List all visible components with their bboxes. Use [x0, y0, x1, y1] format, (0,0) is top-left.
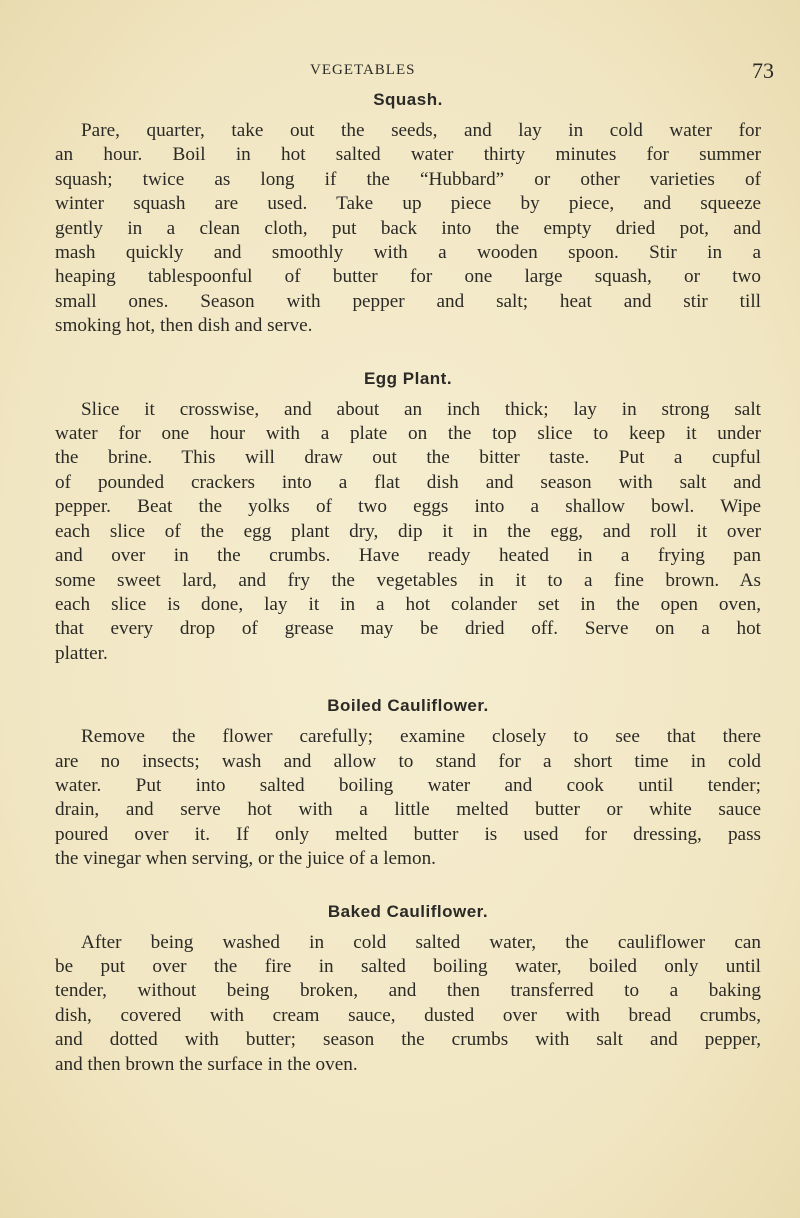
text-line: the vinegar when serving, or the juice of a lemon. [55, 848, 436, 870]
text-line: be put over the fire in salted boiling water, boiled only until [55, 955, 761, 977]
text-line: and dotted with butter; season the crumbs with salt and pepper, [55, 1029, 761, 1051]
recipe-section [55, 90, 761, 339]
text-line: winter squash are used. Take up piece by piece, and squeeze [55, 193, 761, 215]
recipe-heading: Baked Cauliflower. [327, 901, 489, 921]
text-line: the brine. This will draw out the bitter taste. Put a cupful [55, 447, 761, 469]
text-line: are no insects; wash and allow to stand for a short time in cold [55, 750, 761, 772]
recipe-section [55, 696, 761, 871]
text-line: small ones. Season with pepper and salt; heat and stir till [55, 290, 761, 312]
recipe-section [55, 902, 761, 1077]
text-line: each slice is done, lay it in a hot colander set in the open oven, [55, 593, 761, 615]
text-line: After being washed in cold salted water, the cauliflower can [81, 931, 761, 953]
text-line: heaping tablespoonful of butter for one large squash, or two [55, 266, 761, 288]
text-line: dish, covered with cream sauce, dusted over with bread crumbs, [55, 1004, 761, 1026]
text-line: platter. [55, 642, 108, 664]
running-title: VEGETABLES [310, 62, 416, 78]
text-line: that every drop of grease may be dried off. Serve on a hot [55, 618, 761, 640]
text-line: poured over it. If only melted butter is used for dressing, pass [55, 823, 761, 845]
recipe-section [55, 369, 761, 666]
text-line: Slice it crosswise, and about an inch thick; lay in strong salt [81, 398, 761, 420]
text-line: water. Put into salted boiling water and cook until tender; [55, 774, 761, 796]
text-line: an hour. Boil in hot salted water thirty minutes for summer [55, 144, 761, 166]
recipe-paragraph [55, 931, 761, 1077]
recipe-heading: Squash. [373, 90, 443, 109]
recipe-paragraph [55, 725, 761, 871]
recipe-heading: Egg Plant. [363, 368, 453, 388]
text-line: water for one hour with a plate on the top slice to keep it under [55, 423, 761, 445]
text-line: some sweet lard, and fry the vegetables in it to a fine brown. As [55, 569, 761, 591]
recipe-paragraph [55, 119, 761, 339]
recipe-paragraph [55, 398, 761, 666]
text-line: drain, and serve hot with a little melted butter or white sauce [55, 799, 761, 821]
text-line: mash quickly and smoothly with a wooden spoon. Stir in a [55, 242, 761, 264]
text-line: Remove the flower carefully; examine closely to see that there [81, 726, 761, 748]
text-line: and over in the crumbs. Have ready heated in a frying pan [55, 545, 761, 567]
text-line: each slice of the egg plant dry, dip it in the egg, and roll it over [55, 520, 761, 542]
text-line: and then brown the surface in the oven. [55, 1053, 358, 1075]
running-header [0, 58, 800, 86]
text-line: gently in a clean cloth, put back into the empty dried pot, and [55, 217, 761, 239]
text-line: pepper. Beat the yolks of two eggs into a shallow bowl. Wipe [55, 496, 761, 518]
text-line: smoking hot, then dish and serve. [55, 315, 313, 337]
text-line: of pounded crackers into a flat dish and season with salt and [55, 471, 761, 493]
page-number: 73 [752, 58, 774, 83]
recipe-heading: Boiled Cauliflower. [327, 696, 489, 716]
text-line: tender, without being broken, and then transferred to a baking [55, 980, 761, 1002]
text-line: Pare, quarter, take out the seeds, and lay in cold water for [81, 120, 761, 141]
text-line: squash; twice as long if the “Hubbard” or other varieties of [55, 168, 761, 190]
page-content [55, 90, 761, 1077]
